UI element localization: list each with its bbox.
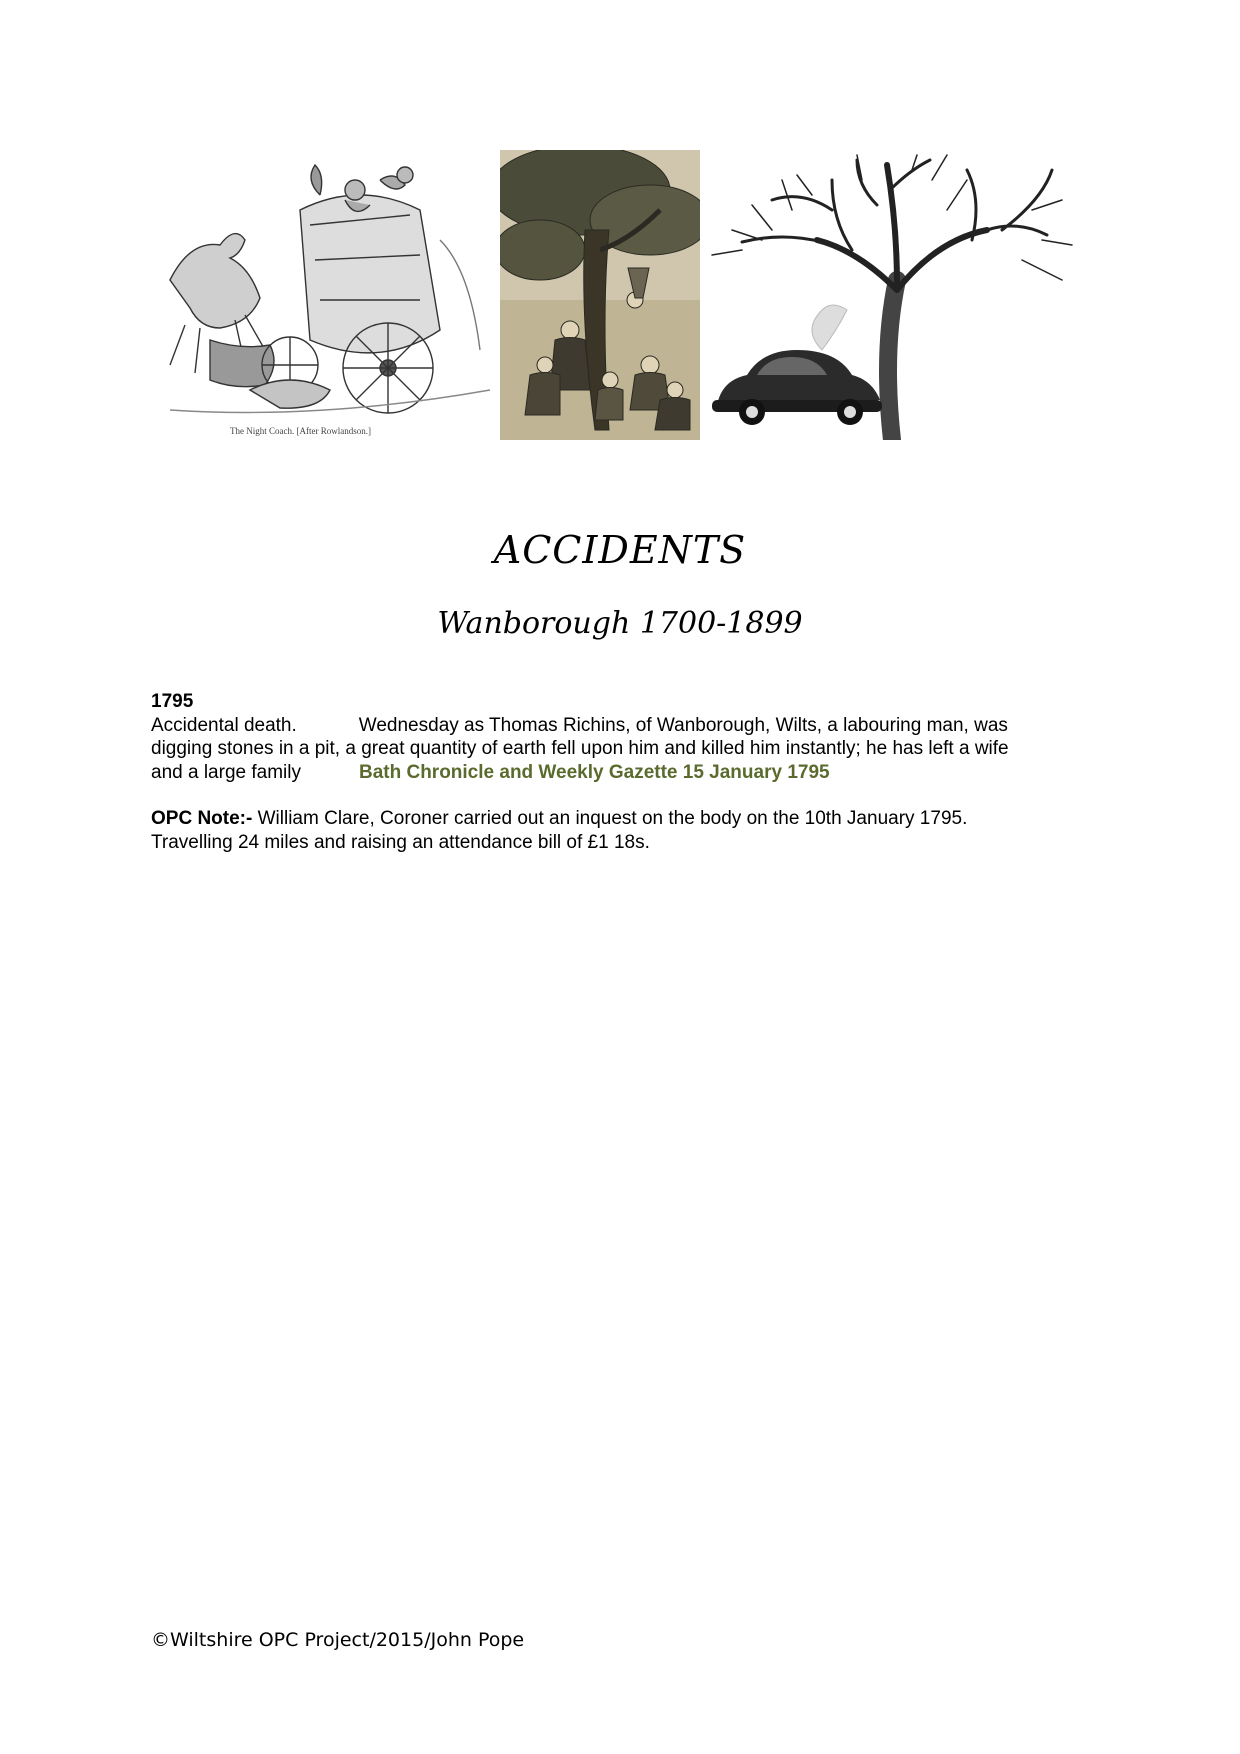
page-title: ACCIDENTS [493, 528, 747, 572]
tree-fall-engraving [500, 150, 700, 440]
opc-note-text-1: William Clare, Coroner carried out an inquest on the body on the 10th January 1795. [252, 808, 968, 829]
entry-text-2: digging stones in a pit, a great quantity of earth fell upon him and killed him instantly; he has left a wife [151, 738, 1009, 759]
article-body [151, 690, 1101, 854]
page-subtitle: Wanborough 1700-1899 [437, 606, 803, 641]
entry-line-1 [151, 714, 1101, 738]
opc-note-line-1 [151, 807, 1101, 831]
entry-year: 1795 [151, 691, 194, 712]
entry-line-3 [151, 761, 1101, 785]
header-banner [150, 150, 1080, 440]
entry-category: Accidental death. [151, 714, 297, 736]
footer-copyright: ©Wiltshire OPC Project/2015/John Pope [151, 1629, 525, 1651]
entry-text-3: and a large family [151, 761, 301, 783]
entry-text-1: Wednesday as Thomas Richins, of Wanborough, Wilts, a labouring man, was [358, 714, 1008, 736]
opc-note-label: OPC Note:- [151, 808, 253, 829]
banner-caption: The Night Coach. [After Rowlandson.] [230, 426, 371, 436]
coach-crash-illustration [150, 150, 498, 440]
car-tree-crash-illustration [702, 150, 1080, 440]
entry-source: Bath Chronicle and Weekly Gazette 15 January 1795 [358, 761, 830, 783]
opc-note-text-2: Travelling 24 miles and raising an attendance bill of £1 18s. [151, 831, 650, 853]
